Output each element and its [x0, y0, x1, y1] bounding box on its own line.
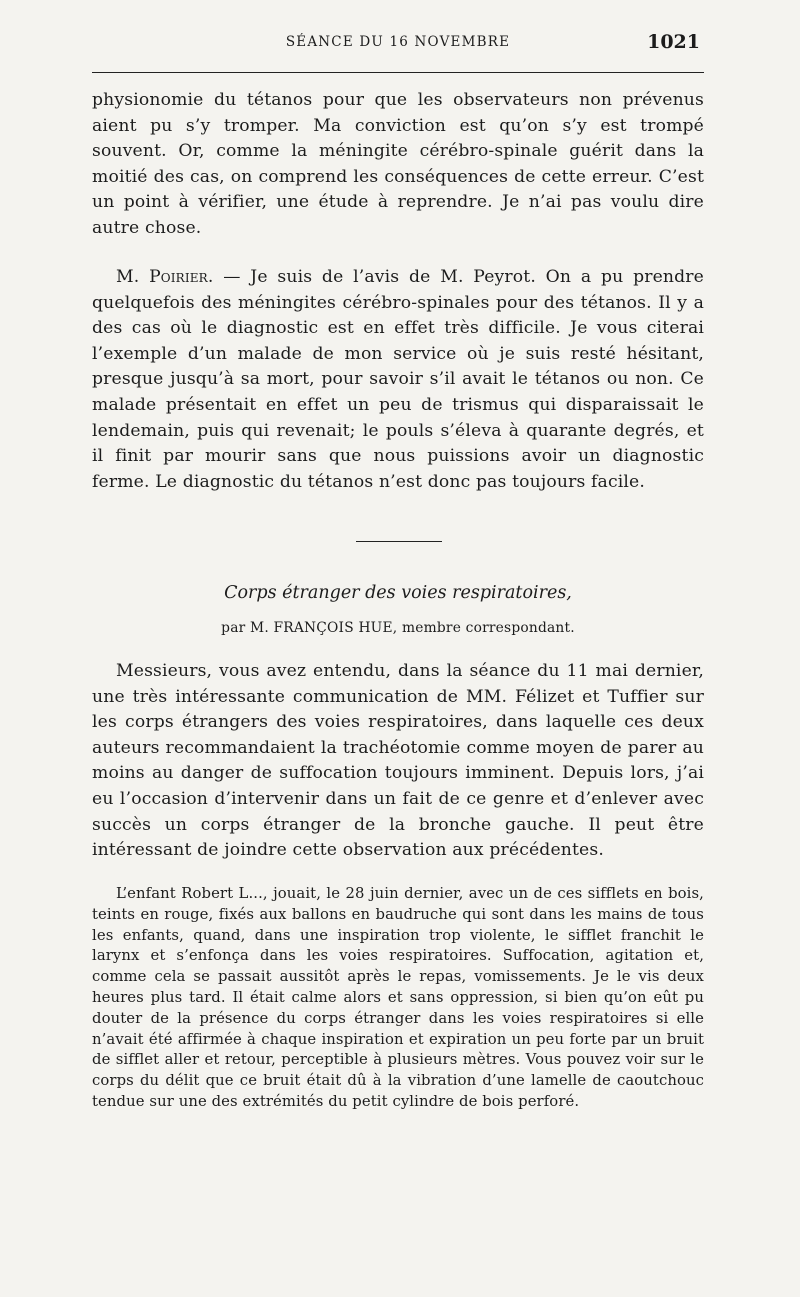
article-title: Corps étranger des voies respiratoires,: [224, 583, 572, 603]
article-observation: [92, 884, 704, 1113]
header-rule: [92, 72, 704, 73]
page-number: 1021: [647, 31, 700, 53]
paragraph-continuation: [92, 88, 704, 242]
speaker-text: — Je suis de l’avis de M. Peyrot. On a pu prendre quelquefois des méningites cérébro-spinales pour des tétanos. Il y a des cas où le diagnostic est en effet très difficile. Je vous citerai l’exemple d’un malade de mon service où je suis resté hésitant, presque jusqu’à sa mort, pour savoir s’il avait le tétanos ou non. Ce malade présentait en effet un peu de trismus qui disparaissait le lendemain, puis qui revenait; le pouls s’éleva à quarante degrés, et il finit par mourir sans que nous puissions avoir un diagnostic ferme. Le diagnostic du tétanos n’est donc pas toujours facile.: [92, 267, 704, 492]
article-intro: [92, 659, 704, 864]
speaker-name: M. Poirier.: [116, 267, 214, 287]
paragraph-text: [92, 265, 704, 495]
paragraph-text: Messieurs, vous avez entendu, dans la séance du 11 mai dernier, une très intéressante communication de MM. Félizet et Tuffier sur les corps étrangers des voies respiratoires, dans laquelle ces deux auteurs recommandaient la trachéotomie comme moyen de parer au moins au danger de suffocation toujours imminent. Depuis lors, j’ai eu l’occasion d’intervenir dans un fait de ce genre et d’enlever avec succès un corps étranger de la bronche gauche. Il peut être intéressant de joindre cette observation aux précédentes.: [92, 661, 704, 861]
paragraph-text: L’enfant Robert L..., jouait, le 28 juin dernier, avec un de ces sifflets en bois, teints en rouge, fixés aux ballons en baudruche qui sont dans les mains de tous les enfants, quand, dans une inspiration trop violente, le sifflet franchit le larynx et s’enfonça dans les voies respiratoires. Suffocation, agitation et, comme cela se passait aussitôt après le repas, vomissements. Je le vis deux heures plus tard. Il était calme alors et sans oppression, si bien qu’on eût pu douter de la présence du corps étranger dans les voies respiratoires si elle n’avait été affirmée à chaque inspiration et expiration un peu forte par un bruit de sifflet aller et retour, perceptible à plusieurs mètres. Vous pouvez voir sur le corps du délit que ce bruit était dû à la vibration d’une lamelle de caoutchouc tendue sur une des extrémités du petit cylindre de bois perforé.: [92, 885, 704, 1110]
section-separator: [356, 541, 442, 542]
running-head: SÉANCE DU 16 NOVEMBRE: [285, 34, 511, 50]
paragraph-text: physionomie du tétanos pour que les observateurs non prévenus aient pu s’y tromper. Ma conviction est qu’on s’y est trompé souvent. Or, comme la méningite cérébro-spinale guérit dans la moitié des cas, on comprend les conséquences de cette erreur. C’est un point à vérifier, une étude à reprendre. Je n’ai pas voulu dire autre chose.: [92, 90, 704, 238]
page-header: [92, 31, 704, 60]
article-byline: par M. FRANÇOIS HUE, membre correspondant.: [221, 620, 575, 636]
paragraph-poirier: [92, 265, 704, 495]
